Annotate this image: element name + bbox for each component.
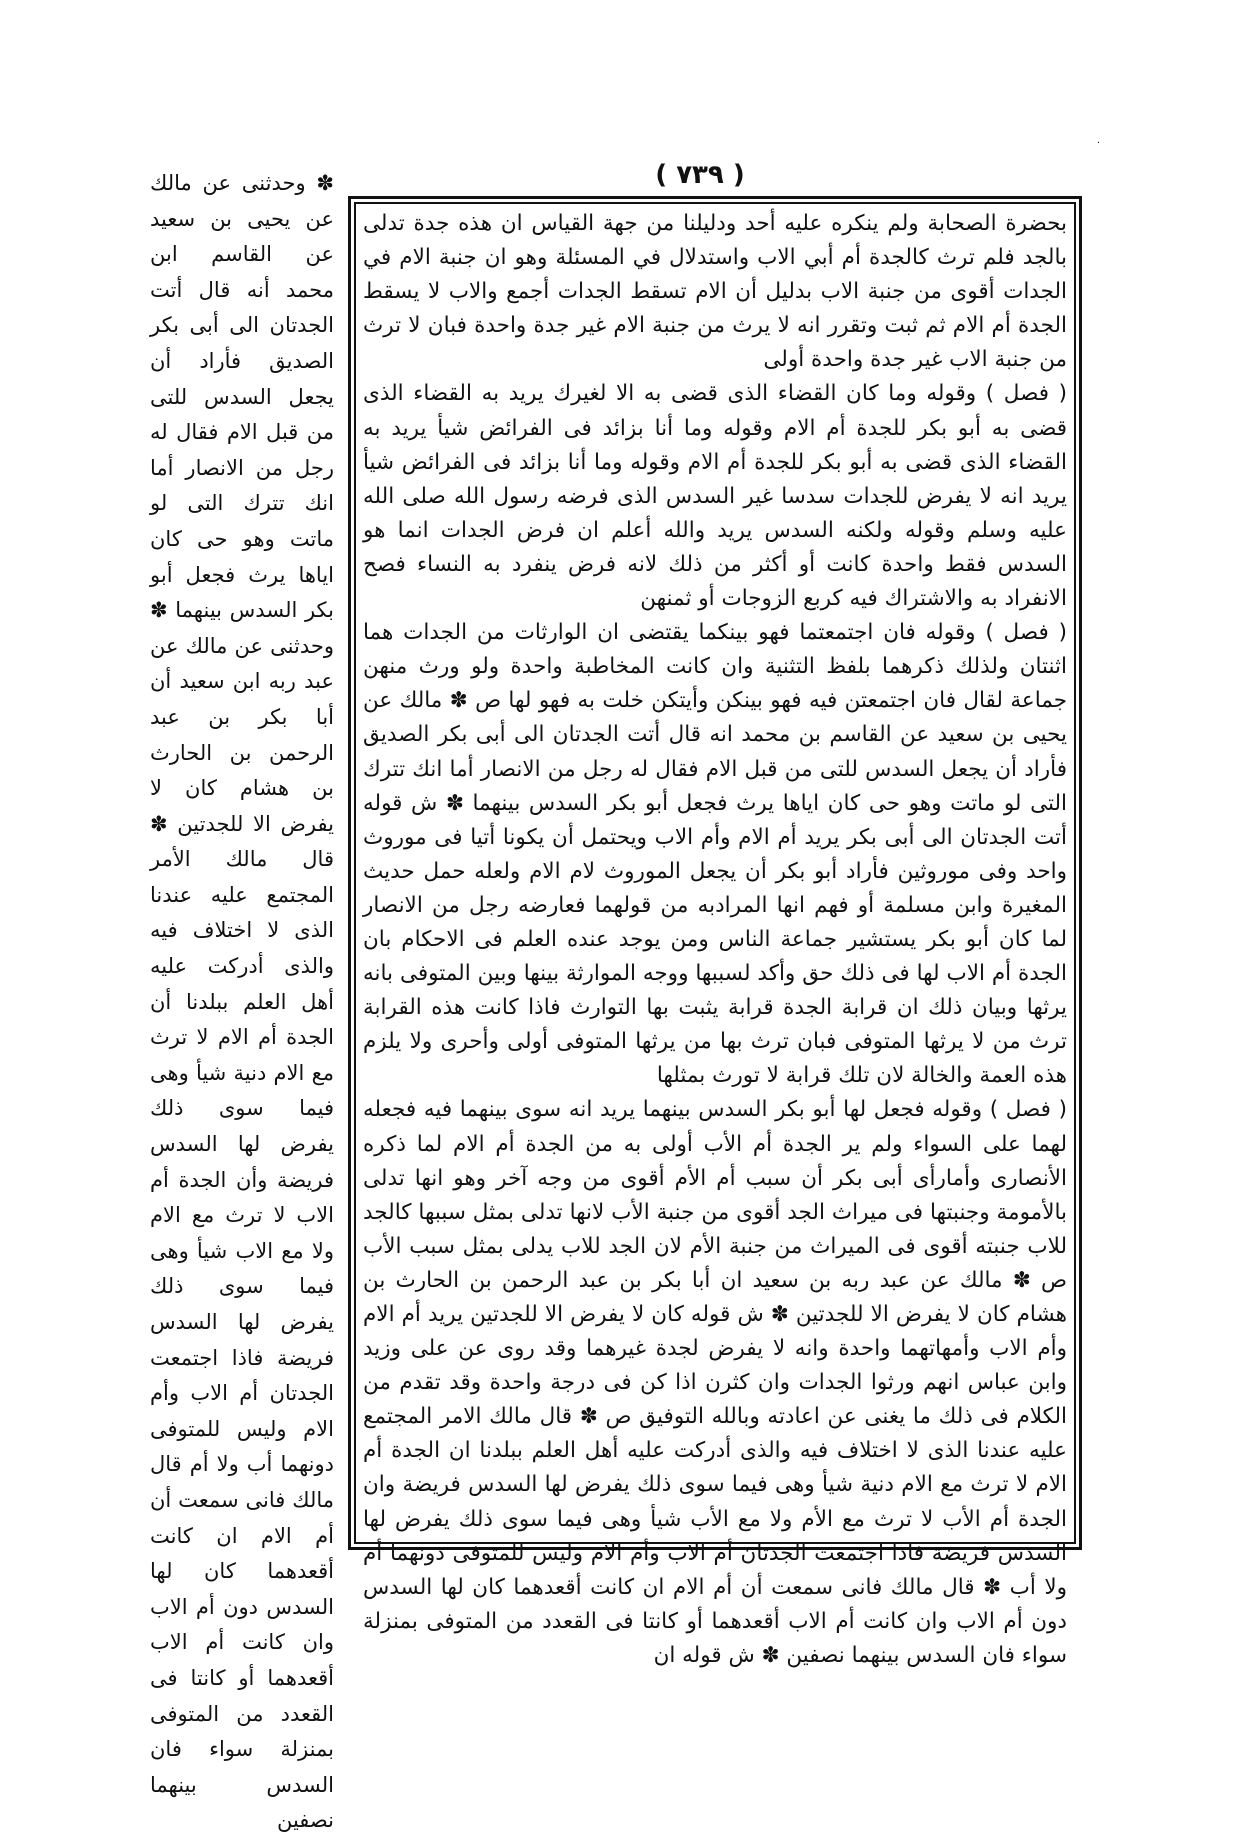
main-paragraph: ( فصل ) وقوله وما كان القضاء الذى قضى به الا لغيرك يريد به القضاء الذى قضى به أبو بكر للجدة أم الام وقوله وما أنا بزائد فى الفرائض شيأ يريد به القضاء الذى قضى به أبو بكر للجدة أم الام وقوله وما أنا بزائد فى الفرائض شيأ يريد انه لا يفرض للجدات سدسا غير السدس الذى فرضه رسول الله صلى الله عليه وسلم وقوله ولكنه السدس يريد والله أعلم ان فرض الجدات انما هو السدس فقط واحدة كانت أو أكثر من ذلك لانه فرض ينفرد به النساء فصح الانفراد به والاشتراك فيه كربع الزوجات أو ثمنهن — [363, 381, 1067, 612]
corner-mark: · — [1096, 138, 1100, 149]
main-text-frame — [348, 196, 1082, 1668]
main-paragraph: ( فصل ) وقوله فان اجتمعتما فهو بينكما يقتضى ان الوارثات من الجدات هما اثنتان ولذلك ذكرهما بلفظ التثنية وان كانت المخاطبة واحدة ولو ورث منهن جماعة لقال فان اجتمعتن فيه فهو بينكن وأيتكن خلت به فهو لها ص ✽ مالك عن يحيى بن سعيد عن القاسم بن محمد انه قال أتت الجدتان الى أبى بكر الصديق فأراد أن يجعل السدس للتى من قبل الام فقال له رجل من الانصار أما انك تترك التى لو ماتت وهو حى كان اياها يرث فجعل أبو بكر السدس بينهما ✽ ش قوله أتت الجدتان الى أبى بكر يريد أم الام وأم الاب ويحتمل أن يكونا أتيا فى موروث واحد وفى موروثين فأراد أبو بكر أن يجعل الموروث لام الام ولعله حمل حديث المغيرة وابن مسلمة أو فهم انها المرادبه من قولهما فعارضه رجل من الانصار لما كان أبو بكر يستشير جماعة الناس ومن يوجد عنده العلم فى الاحكام بان الجدة أم الاب لها فى ذلك حق وأكد لسببها ووجه الموارثة بينها وبين المتوفى بانه يرثها وبيان ذلك ان قرابة الجدة قرابة يثبت بها التوارث فاذا كانت هذه القرابة ترث من لا يرثها المتوفى فبان ترث بها من يرثها المتوفى أولى وأحرى ولا يلزم هذه العمة والخالة لان تلك قرابة لا تورث بمثلها — [363, 620, 1067, 1089]
main-paragraph: ( فصل ) وقوله فجعل لها أبو بكر السدس بينهما يريد انه سوى بينهما فيه فجعله لهما على السواء ولم ير الجدة أم الأب أولى به من الجدة أم الام لما ذكره الأنصارى وأمارأى أبى بكر أن سبب أم الأم أقوى من وجه آخر وهو انها تدلى بالأمومة وجنبتها فى ميراث الجد أقوى من جنبة الأب لانها تدلى بمثل سببها كالجد للاب جنبته أقوى فى الميراث من جنبة الأم لان الجد للاب يدلى بمثل سبب الأب ص ✽ مالك عن عبد ربه بن سعيد ان أبا بكر بن عبد الرحمن بن الحارث بن هشام كان لا يفرض الا للجدتين ✽ ش قوله كان لا يفرض الا للجدتين يريد أم الام وأم الاب وأمهاتهما واحدة وانه لا يفرض لجدة غيرهما وقد روى عن على وزيد وابن عباس انهم ورثوا الجدات وان كثرن اذا كن فى درجة واحدة وقد تقدم من الكلام فى ذلك ما يغنى عن اعادته وبالله التوفيق ص ✽ قال مالك الامر المجتمع عليه عندنا الذى لا اختلاف فيه والذى أدركت عليه أهل العلم ببلدنا ان الجدة أم الام لا ترث مع الام دنية شيأ وهى فيما سوى ذلك يفرض لها السدس فريضة وان الجدة أم الأب لا ترث مع الأم ولا مع الأب شيأ وهى فيما سوى ذلك يفرض لها السدس فريضة فاذا اجتمعت الجدتان أم الاب وأم الام وليس للمتوفى دونهما أم ولا أب ✽ قال مالك فانى سمعت أن أم الام ان كانت أقعدهما كان لها السدس دون أم الاب وان كانت أم الاب أقعدهما أو كانتا فى القعدد من المتوفى بمنزلة سواء فان السدس بينهما نصفين ✽ ش قوله ان — [363, 1097, 1067, 1668]
page-number: ( ٧٣٩ ) — [655, 160, 745, 190]
margin-text-column — [150, 166, 334, 1833]
main-text — [363, 207, 1067, 1673]
margin-text: ✽ وحدثنى عن مالك عن يحيى بن سعيد عن القاسم ابن محمد أنه قال أتت الجدتان الى أبى بكر الصديق فأراد أن يجعل السدس للتى من قبل الام فقال له رجل من الانصار أما انك تترك التى لو ماتت وهو حى كان اياها يرث فجعل أبو بكر السدس بينهما ✽ وحدثنى عن مالك عن عبد ربه ابن سعيد أن أبا بكر بن عبد الرحمن بن الحارث بن هشام كان لا يفرض الا للجدتين ✽ قال مالك الأمر المجتمع عليه عندنا الذى لا اختلاف فيه والذى أدركت عليه أهل العلم ببلدنا أن الجدة أم الام لا ترث مع الام دنية شيأ وهى فيما سوى ذلك يفرض لها السدس فريضة وأن الجدة أم الاب لا ترث مع الام ولا مع الاب شيأ وهى فيما سوى ذلك يفرض لها السدس فريضة فاذا اجتمعت الجدتان أم الاب وأم الام وليس للمتوفى دونهما أب ولا أم قال مالك فانى سمعت أن أم الام ان كانت أقعدهما كان لها السدس دون أم الاب وان كانت أم الاب أقعدهما أو كانتا فى القعدد من المتوفى بمنزلة سواء فان السدس بينهما نصفين — [150, 171, 334, 1833]
main-paragraph: بحضرة الصحابة ولم ينكره عليه أحد ودليلنا من جهة القياس ان هذه جدة تدلى بالجد فلم ترث كالجدة أم أبي الاب واستدلال في المسئلة وهو ان جنبة الام في الجدات أقوى من جنبة الاب بدليل أن الام تسقط الجدات أجمع والاب لا يسقط الجدة أم الام ثم ثبت وتقرر انه لا يرث من جنبة الام غير جدة واحدة فبان لا ترث من جنبة الاب غير جدة واحدة أولى — [363, 211, 1067, 373]
